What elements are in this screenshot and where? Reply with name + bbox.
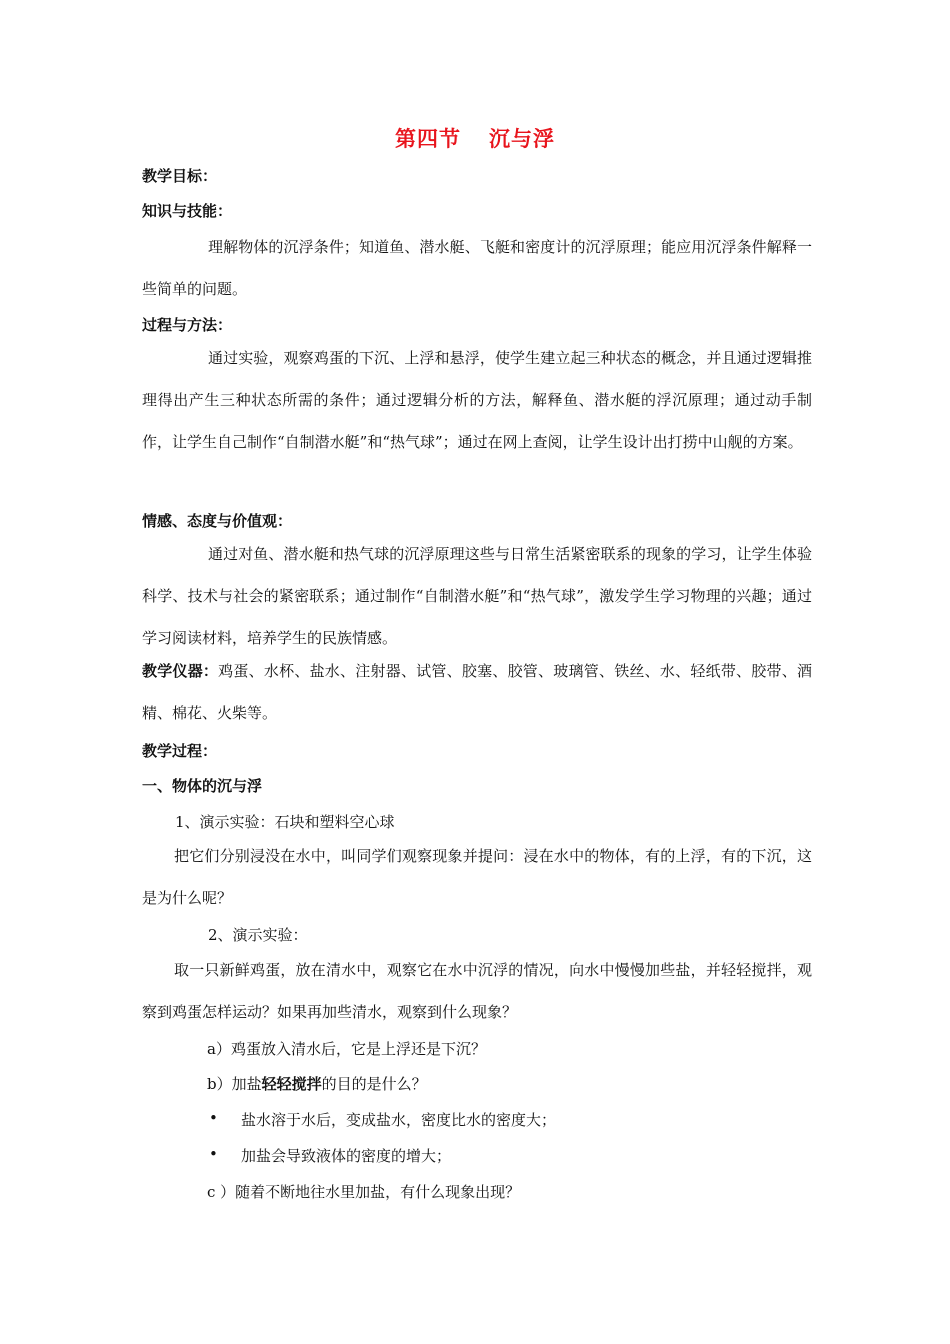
title-section-number: 第四节 [395,127,461,151]
paragraph-process: 通过实验，观察鸡蛋的下沉、上浮和悬浮，使学生建立起三种状态的概念，并且通过逻辑推理得出产生三种状态所需的条件；通过逻辑分析的方法，解释鱼、潜水艇的浮沉原理；通过动手制作，让学生自己制作“自制潜水艇”和“热气球”；通过在网上查阅，让学生设计出打捞中山舰的方案。 [142,349,812,451]
heading-knowledge-skills: 知识与技能： [142,202,233,220]
bullet-dot-icon: • [209,1145,218,1163]
question-b-suffix: 的目的是什么？ [321,1075,427,1093]
bullet-item-1: 盐水溶于水后，变成盐水，密度比水的密度大； [241,1111,557,1129]
bullet-dot-icon: • [209,1109,218,1127]
experiment-1-body: 把它们分别浸没在水中，叫同学们观察现象并提问：浸在水中的物体，有的上浮，有的下沉，这是为什么呢？ [142,847,812,907]
heading-process-method: 过程与方法： [142,316,233,334]
heading-emotion-values: 情感、态度与价值观： [142,512,293,530]
question-a: a）鸡蛋放入清水后，它是上浮还是下沉？ [207,1040,486,1058]
heading-teaching-goals: 教学目标： [142,167,218,185]
question-b-emphasis: 轻轻搅拌 [261,1075,322,1093]
equipment-paragraph [142,650,812,734]
experiment-1-title: 1、演示实验：石块和塑料空心球 [175,813,395,831]
bullet-item-2: 加盐会导致液体的密度的增大； [241,1147,452,1165]
question-b-prefix: b）加盐 [207,1075,262,1093]
heading-equipment: 教学仪器： [142,662,219,680]
paragraph-knowledge: 理解物体的沉浮条件；知道鱼、潜水艇、飞艇和密度计的沉浮原理；能应用沉浮条件解释一些简单的问题。 [142,238,812,298]
page-title [0,123,950,153]
question-c: c ）随着不断地往水里加盐，有什么现象出现？ [207,1183,521,1201]
question-b [207,1073,427,1094]
heading-section-sink-float: 一、物体的沉与浮 [142,777,263,795]
title-topic: 沉与浮 [489,127,555,151]
experiment-2-body: 取一只新鲜鸡蛋，放在清水中，观察它在水中沉浮的情况，向水中慢慢加些盐，并轻轻搅拌，观察到鸡蛋怎样运动？如果再加些清水，观察到什么现象？ [142,961,812,1021]
paragraph-emotion: 通过对鱼、潜水艇和热气球的沉浮原理这些与日常生活紧密联系的现象的学习，让学生体验科学、技术与社会的紧密联系；通过制作“自制潜水艇”和“热气球”，激发学生学习物理的兴趣；通过学习阅读材料，培养学生的民族情感。 [142,545,812,647]
heading-teaching-process: 教学过程： [142,742,218,760]
equipment-list: 鸡蛋、水杯、盐水、注射器、试管、胶塞、胶管、玻璃管、铁丝、水、轻纸带、胶带、酒精、棉花、火柴等。 [142,662,812,722]
experiment-2-title: 2、演示实验： [208,926,308,944]
